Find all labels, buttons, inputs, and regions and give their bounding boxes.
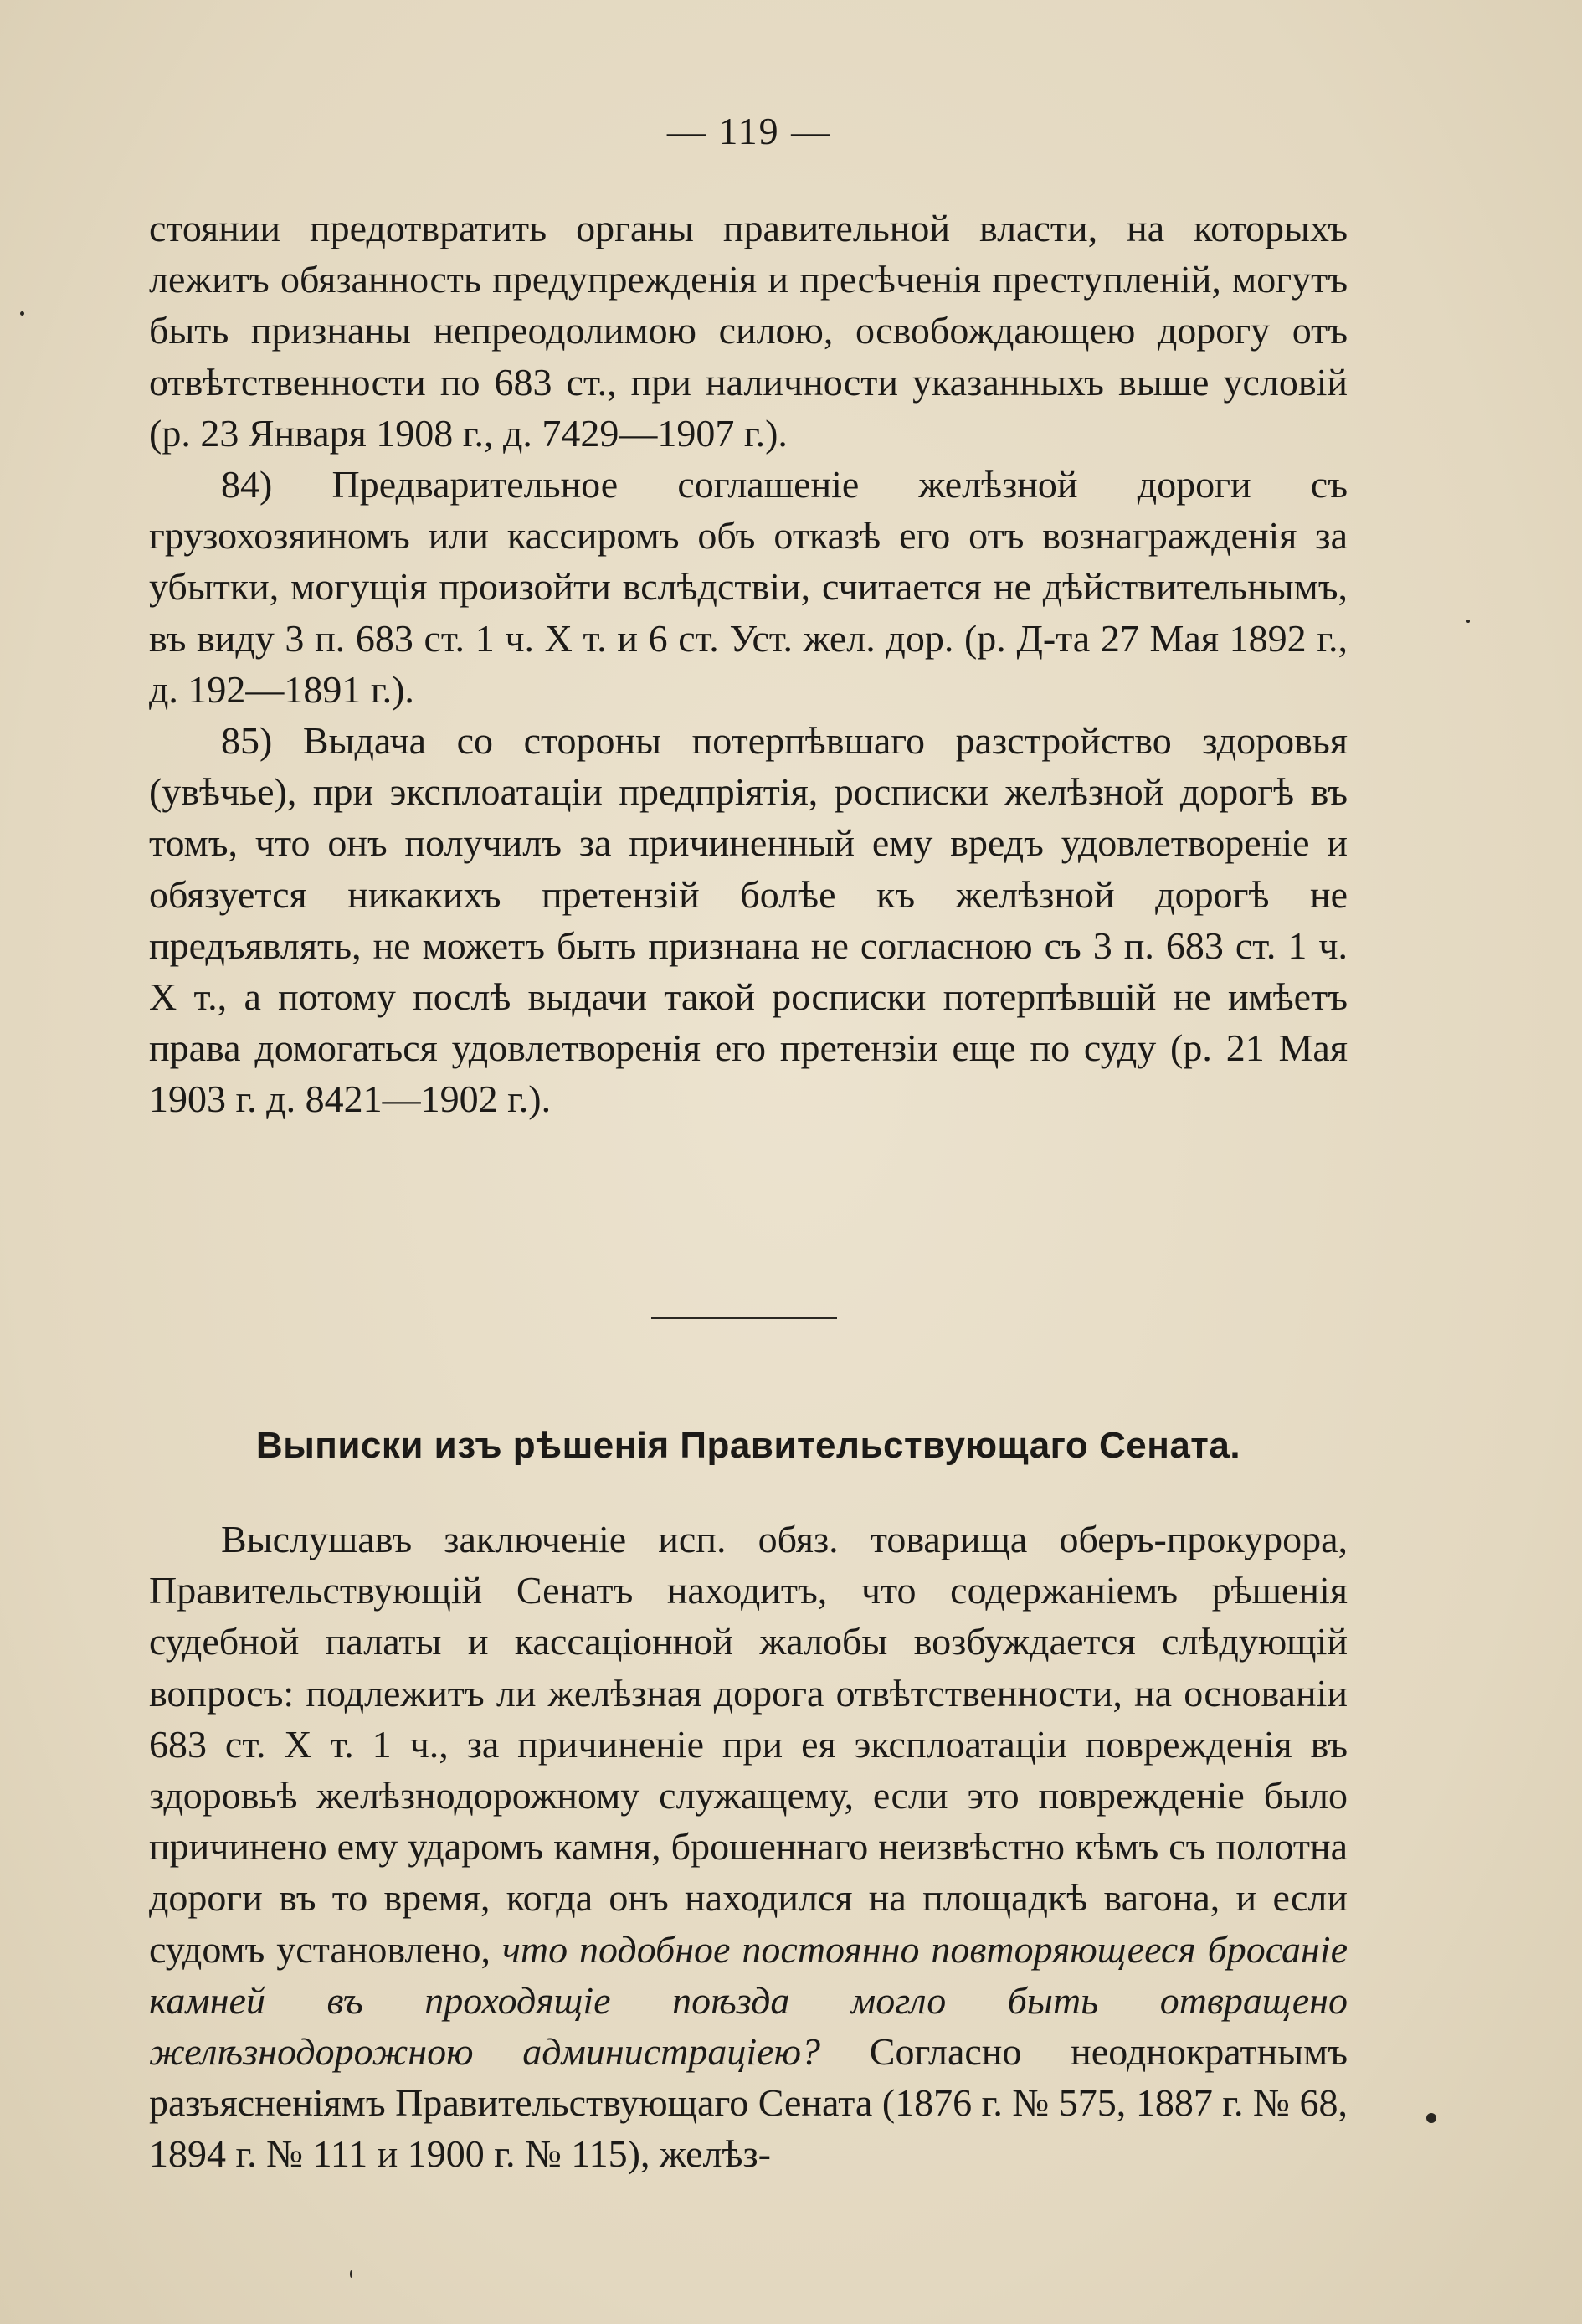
extract-italic-question: что подобное постоянно повторяющееся бросаніе камней въ проходящіе поѣзда могло быть отвращено желѣзнодорожною администраціею?	[149, 1927, 1348, 2074]
continuation-paragraph: стоянии предотвратить органы правительной власти, на которыхъ лежитъ обязанность предупрежденія и пресѣченія преступленій, могутъ быть признаны непреодолимою силою, освобождающею дорогу отъ отвѣтственности по 683 ст., при наличности указанныхъ выше условій (р. 23 Января 1908 г., д. 7429—1907 г.).	[149, 207, 1348, 455]
senate-extract-block	[149, 1514, 1348, 2180]
decision-item-84: 84) Предварительное соглашеніе желѣзной дороги съ грузохозяиномъ или кассиромъ объ отказѣ его отъ вознагражденія за убытки, могущія произойти вслѣдствіи, считается не дѣйствительнымъ, въ виду 3 п. 683 ст. 1 ч. X т. и 6 ст. Уст. жел. дор. (р. Д-та 27 Мая 1892 г., д. 192—1891 г.).	[149, 463, 1348, 711]
decision-item-85: 85) Выдача со стороны потерпѣвшаго разстройство здоровья (увѣчье), при эксплоатаціи предпріятія, росписки желѣзной дорогѣ въ томъ, что онъ получилъ за причиненный ему вредъ удовлетвореніе и обязуется никакихъ претензій болѣе къ желѣзной дорогѣ не предъявлять, не можетъ быть признана не согласною съ 3 п. 683 ст. 1 ч. X т., а потому послѣ выдачи такой росписки потерпѣвшій не имѣетъ права домогаться удовлетворенія его претензіи еще по суду (р. 21 Мая 1903 г. д. 8421—1902 г.).	[149, 719, 1348, 1121]
extract-text-end: Согласно неоднократнымъ разъясненіямъ Правительствующаго Сената (1876 г. № 575, 1887 г. № 68, 1894 г. № 111 и 1900 г. № 115), желѣз-	[149, 2030, 1348, 2176]
page-number: — 119 —	[666, 110, 832, 152]
paper-speck	[350, 2270, 352, 2278]
paper-speck	[1466, 620, 1470, 623]
senate-extract-paragraph	[149, 1514, 1348, 2180]
extract-text-start: Выслушавъ заключеніе исп. обяз. товарища оберъ-прокурора, Правительствующій Сенатъ находитъ, что содержаніемъ рѣшенія судебной палаты и кассаціонной жалобы возбуждается слѣдующій вопросъ: подлежитъ ли желѣзная дорога отвѣтственности, на основаніи 683 ст. X т. 1 ч., за причиненіе при ея эксплоатаціи поврежденія въ здоровьѣ желѣзнодорожному служащему, если это поврежденіе было причинено ему ударомъ камня, брошеннаго неизвѣстно кѣмъ съ полотна дороги въ то время, когда онъ находился на площадкѣ вагона, и если судомъ установлено,	[149, 1518, 1348, 1971]
section-heading: Выписки изъ рѣшенія Правительствующаго Сената.	[255, 1425, 1241, 1466]
section-divider	[651, 1317, 837, 1319]
paper-speck	[20, 311, 24, 316]
paper-speck	[1426, 2113, 1436, 2123]
decisions-text-block	[149, 203, 1348, 1125]
